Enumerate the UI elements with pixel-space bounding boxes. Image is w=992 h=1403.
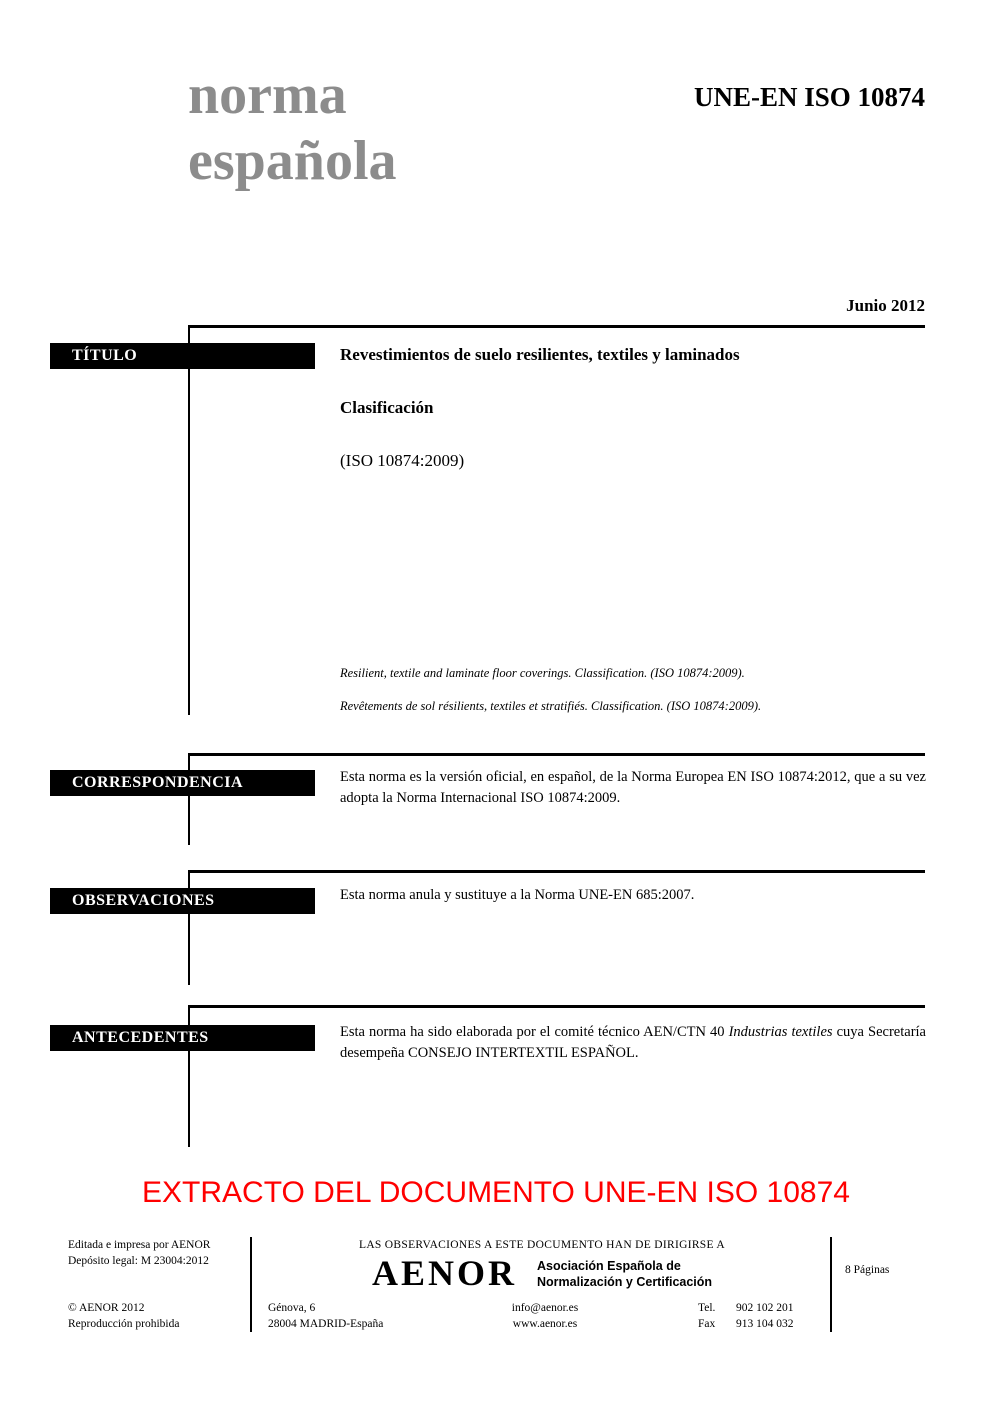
footer-tel-label: Tel. — [698, 1302, 716, 1314]
footer-telfax — [698, 1300, 794, 1332]
footer-edited-line-1: Editada e impresa por AENOR — [68, 1239, 211, 1251]
label-titulo: TÍTULO — [50, 343, 315, 369]
footer-edited-block — [68, 1237, 210, 1269]
footer-address-line-2: 28004 MADRID-España — [268, 1318, 384, 1330]
label-observaciones: OBSERVACIONES — [50, 888, 315, 914]
footer-tel-value: 902 102 201 — [736, 1302, 794, 1314]
footer-address — [268, 1300, 383, 1332]
rule-correspondencia — [188, 753, 925, 756]
title-translation-en: Resilient, textile and laminate floor coverings. Classification. (ISO 10874:2009). — [340, 666, 745, 680]
extract-banner: EXTRACTO DEL DOCUMENTO UNE-EN ISO 10874 — [142, 1176, 850, 1209]
antecedentes-text — [340, 1022, 926, 1064]
footer-page-count: 8 Páginas — [845, 1264, 890, 1276]
rule-observaciones — [188, 870, 925, 873]
label-correspondencia: CORRESPONDENCIA — [50, 770, 315, 796]
title-line-3: (ISO 10874:2009) — [340, 451, 465, 470]
title-translation-fr: Revêtements de sol résilients, textiles et stratifiés. Classification. (ISO 10874:2009). — [340, 699, 762, 713]
vrule-correspondencia — [188, 753, 190, 845]
footer-web: www.aenor.es — [512, 1318, 578, 1330]
footer-divider-left — [250, 1237, 252, 1332]
title-line-2: Clasificación — [340, 398, 434, 417]
footer-edited-line-2: Depósito legal: M 23004:2012 — [68, 1255, 209, 1267]
rule-antecedentes — [188, 1005, 925, 1008]
footer-tel-row — [698, 1300, 794, 1316]
footer-divider-right — [830, 1237, 832, 1332]
antecedentes-text-italic: Industrias textiles — [728, 1024, 833, 1040]
antecedentes-text-before: Esta norma ha sido elaborada por el comité técnico AEN/CTN 40 — [340, 1024, 729, 1040]
aenor-tagline-line-1: Asociación Española de — [537, 1259, 681, 1273]
footer-fax-label: Fax — [698, 1318, 716, 1330]
aenor-tagline-line-2: Normalización y Certificación — [537, 1275, 713, 1289]
footer-copyright-block — [68, 1300, 179, 1332]
brand-line-1: norma — [188, 64, 347, 126]
aenor-tagline — [537, 1258, 712, 1290]
issue-date: Junio 2012 — [846, 296, 925, 315]
label-antecedentes: ANTECEDENTES — [50, 1025, 315, 1051]
document-code: UNE-EN ISO 10874 — [693, 82, 925, 112]
footer-address-line-1: Génova, 6 — [268, 1302, 316, 1314]
footer-fax-value: 913 104 032 — [736, 1318, 794, 1330]
correspondencia-text: Esta norma es la versión oficial, en español, de la Norma Europea EN ISO 10874:2012, que a su vez adopta la Norma Internacional ISO 10874:2009. — [340, 769, 926, 806]
observaciones-text: Esta norma anula y sustituye a la Norma UNE-EN 685:2007. — [340, 887, 695, 903]
footer-notice: LAS OBSERVACIONES A ESTE DOCUMENTO HAN DE DIRIGIRSE A — [359, 1239, 725, 1251]
footer-copyright-line-1: © AENOR 2012 — [68, 1302, 145, 1314]
footer-contact — [480, 1300, 610, 1332]
brand-line-2: española — [188, 130, 397, 192]
aenor-logo: AENOR — [372, 1253, 518, 1293]
rule-titulo — [188, 325, 925, 328]
footer-fax-row — [698, 1316, 794, 1332]
footer-copyright-line-2: Reproducción prohibida — [68, 1318, 180, 1330]
vrule-titulo — [188, 325, 190, 715]
title-line-1: Revestimientos de suelo resilientes, textiles y laminados — [340, 345, 740, 364]
antecedentes-text-after: cuya Secretaría desempeña CONSEJO INTERTEXTIL ESPAÑOL. — [340, 1024, 926, 1061]
footer-email: info@aenor.es — [511, 1302, 579, 1314]
norma-espanola-logo — [188, 62, 397, 194]
